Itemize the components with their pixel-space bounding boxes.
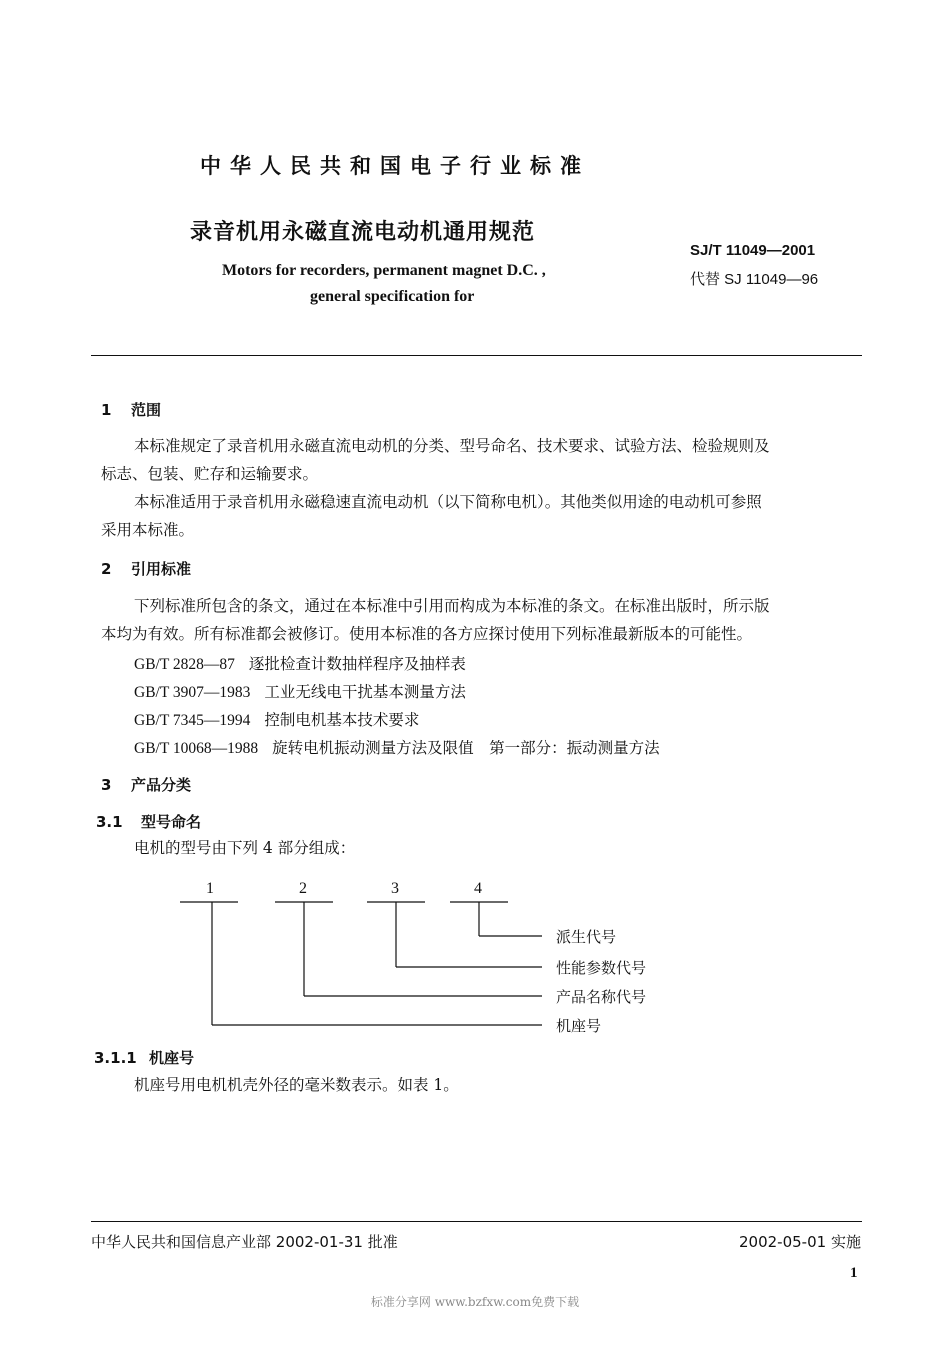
section-3-1-heading xyxy=(96,811,201,832)
section-title: 引用标准 xyxy=(131,560,192,578)
section-title: 型号命名 xyxy=(141,813,202,831)
reference-item xyxy=(134,652,466,674)
reference-title: 工业无线电干扰基本测量方法 xyxy=(264,683,466,701)
footer-divider xyxy=(91,1221,862,1222)
paragraph: 本标准适用于录音机用永磁稳速直流电动机（以下简称电机）。其他类似用途的电动机可参照 xyxy=(134,493,762,511)
standard-code: SJ/T 11049—2001 xyxy=(690,242,816,259)
reference-item xyxy=(134,708,419,730)
paragraph: 采用本标准。 xyxy=(101,521,195,539)
section-title: 机座号 xyxy=(149,1049,195,1067)
section-title: 产品分类 xyxy=(131,776,192,794)
section-number: 3 xyxy=(101,776,112,794)
reference-title: 旋转电机振动测量方法及限值 第一部分：振动测量方法 xyxy=(272,739,660,757)
paragraph: 本标准规定了录音机用永磁直流电动机的分类、型号命名、技术要求、试验方法、检验规则及 xyxy=(134,437,770,455)
section-3-1-1-heading xyxy=(94,1047,194,1068)
reference-title: 控制电机基本技术要求 xyxy=(264,711,420,729)
replaces-standard: 代替 SJ 11049—96 xyxy=(690,271,819,288)
reference-code: GB/T 3907—1983 xyxy=(134,684,251,701)
label-frame-number: 机座号 xyxy=(556,1017,602,1035)
header-divider xyxy=(91,355,862,356)
paragraph: 电机的型号由下列 4 部分组成： xyxy=(134,839,356,857)
english-title-line-2: general specification for xyxy=(310,288,475,305)
section-1-heading xyxy=(101,399,161,420)
part-number-1: 1 xyxy=(206,880,214,897)
english-title-line-1: Motors for recorders, permanent magnet D.C. , xyxy=(222,262,546,279)
reference-code: GB/T 10068—1988 xyxy=(134,740,259,757)
reference-title: 逐批检查计数抽样程序及抽样表 xyxy=(248,655,466,673)
approval-line: 中华人民共和国信息产业部 2002-01-31 批准 xyxy=(91,1233,398,1251)
paragraph: 本均为有效。所有标准都会被修订。使用本标准的各方应探讨使用下列标准最新版本的可能性。 xyxy=(101,625,753,643)
effective-date: 2002-05-01 实施 xyxy=(739,1233,861,1251)
section-number: 3.1.1 xyxy=(94,1049,137,1067)
reference-item xyxy=(134,680,466,702)
section-number: 3.1 xyxy=(96,813,123,831)
section-2-heading xyxy=(101,558,191,579)
page-number: 1 xyxy=(850,1265,858,1281)
paragraph: 标志、包装、贮存和运输要求。 xyxy=(101,465,319,483)
watermark: 标准分享网 www.bzfxw.com免费下载 xyxy=(370,1295,580,1309)
part-number-4: 4 xyxy=(474,880,482,897)
paragraph: 机座号用电机机壳外径的毫米数表示。如表 1。 xyxy=(134,1076,459,1094)
part-number-2: 2 xyxy=(299,880,307,897)
section-number: 2 xyxy=(101,560,112,578)
model-designation-diagram xyxy=(170,878,690,1038)
label-product-name-code: 产品名称代号 xyxy=(556,988,647,1006)
reference-code: GB/T 2828—87 xyxy=(134,656,235,673)
reference-code: GB/T 7345—1994 xyxy=(134,712,251,729)
label-derived-code: 派生代号 xyxy=(556,928,617,946)
document-title: 录音机用永磁直流电动机通用规范 xyxy=(190,220,536,245)
label-performance-code: 性能参数代号 xyxy=(556,959,647,977)
section-number: 1 xyxy=(101,401,112,419)
section-title: 范围 xyxy=(131,401,162,419)
section-3-heading xyxy=(101,774,191,795)
part-number-3: 3 xyxy=(391,880,399,897)
standard-category: 中华人民共和国电子行业标准 xyxy=(200,154,590,178)
reference-item xyxy=(134,736,660,758)
paragraph: 下列标准所包含的条文，通过在本标准中引用而构成为本标准的条文。在标准出版时，所示版 xyxy=(134,597,770,615)
